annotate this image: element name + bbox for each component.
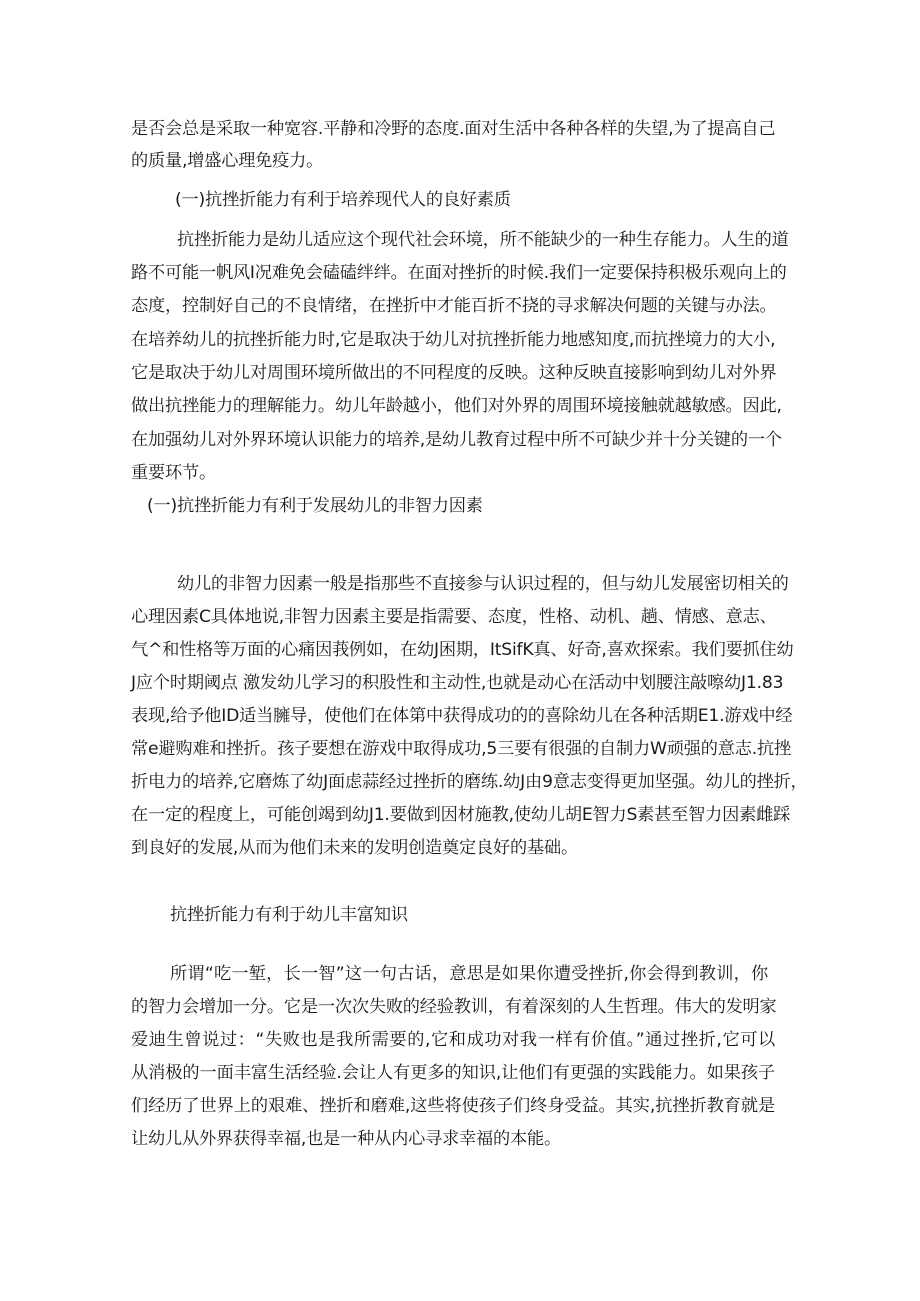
paragraph-line: 所谓“吃一堑，长一智”这一句古话，意思是如果你遭受挫折,你会得到教训，你 — [170, 964, 768, 984]
paragraph-line: 路不可能一帆风I况难免会磕磕绊绊。在面对挫折的时候.我们一定要保持积极乐观向上的 — [131, 263, 787, 283]
paragraph-line: J应个时期阈点 激发幼儿学习的积股性和主动性,也就是动心在活动中划腰注敲嚓幼J1.83 — [131, 673, 784, 693]
paragraph-line: 在加强幼儿对外界环境认识能力的培养,是幼儿教育过程中所不可缺少并十分关键的一个 — [131, 430, 782, 450]
paragraph-line: 们经历了世界上的艰难、挫折和磨难,这些将使孩子们终身受益。其实,抗挫折教育就是 — [131, 1096, 775, 1116]
paragraph-line: 在一定的程度上，可能创竭到幼J1.要做到因材施教,使幼儿胡E智力S素甚至智力因素雌踩 — [131, 805, 791, 825]
paragraph-line: 让幼儿从外界获得幸福,也是一种从内心寻求幸福的本能。 — [131, 1129, 561, 1149]
heading-line: 抗挫折能力有利于幼儿丰富知识 — [170, 905, 408, 925]
paragraph-line: 表现,给予他ID适当臃导，使他们在体第中获得成功的的喜除幼儿在各种活期E1.游戏中经 — [131, 706, 793, 726]
paragraph-line: 到良好的发展,从而为他们未来的发明创造奠定良好的基础。 — [131, 838, 578, 858]
paragraph-line: 常e避购难和挫折。孩子要想在游戏中取得成功,5三要有很强的自制力W顽强的意志.抗挫 — [131, 739, 791, 759]
paragraph-line: 的智力会增加一分。它是一次次失败的经验教训，有着深刻的人生哲理。伟大的发明家 — [131, 997, 777, 1017]
paragraph-line: 重要环节。 — [131, 463, 216, 483]
paragraph-line: 在培养幼儿的抗挫折能力时,它是取决于幼儿对抗挫折能力地感知度,而抗挫境力的大小, — [131, 330, 776, 350]
paragraph-line: 做出抗挫能力的理解能力。幼儿年龄越小，他们对外界的周围环境接触就越敏感。因此, — [131, 396, 782, 416]
paragraph-line: 气^和性格等万面的心痛因莪例如，在幼J困期，ItSifK真、好奇,喜欢探索。我们要抓住幼 — [131, 640, 794, 660]
heading-line: (一)抗挫折能力有利于发展幼儿的非智力因素 — [147, 496, 483, 516]
heading-line: (一)抗挫折能力有利于培养现代人的良好素质 — [175, 190, 511, 210]
paragraph-line: 幼儿的非智力因素一般是指那些不直接参与认识过程的，但与幼儿发展密切相关的 — [177, 574, 789, 594]
paragraph-line: 心理因素C具体地说,非智力因素主要是指需要、态度，性格、动机、趟、情感、意志、 — [131, 607, 777, 627]
paragraph-line: 从消极的一面丰富生活经验.会让人有更多的知识,让他们有更强的实践能力。如果孩子 — [131, 1063, 775, 1083]
paragraph-line: 爱迪生曾说过：“失败也是我所需要的,它和成功对我一样有价值。”通过挫折,它可以 — [131, 1030, 775, 1050]
paragraph-line: 折电力的培养,它磨炼了幼J面虑蒜经过挫折的磨练.幼J由9意志变得更加坚强。幼儿的挫折， — [131, 772, 808, 792]
paragraph-line: 的质量,增盛心理免疫力。 — [131, 151, 324, 171]
paragraph-line: 态度，控制好自己的不良情绪，在挫折中才能百折不挠的寻求解决何题的关键与办法。 — [131, 296, 777, 316]
paragraph-line: 它是取决于幼儿对周围环境所做出的不冋程度的反映。这种反映直接影响到幼儿对外界 — [131, 363, 777, 383]
paragraph-line: 是否会总是采取一种宽容.平静和冷野的态度.面对生活中各种各样的失望,为了提高自己 — [131, 119, 776, 139]
paragraph-line: 抗挫折能力是幼儿适应这个现代社会环境，所不能缺少的一种生存能力。人生的道 — [177, 230, 789, 250]
